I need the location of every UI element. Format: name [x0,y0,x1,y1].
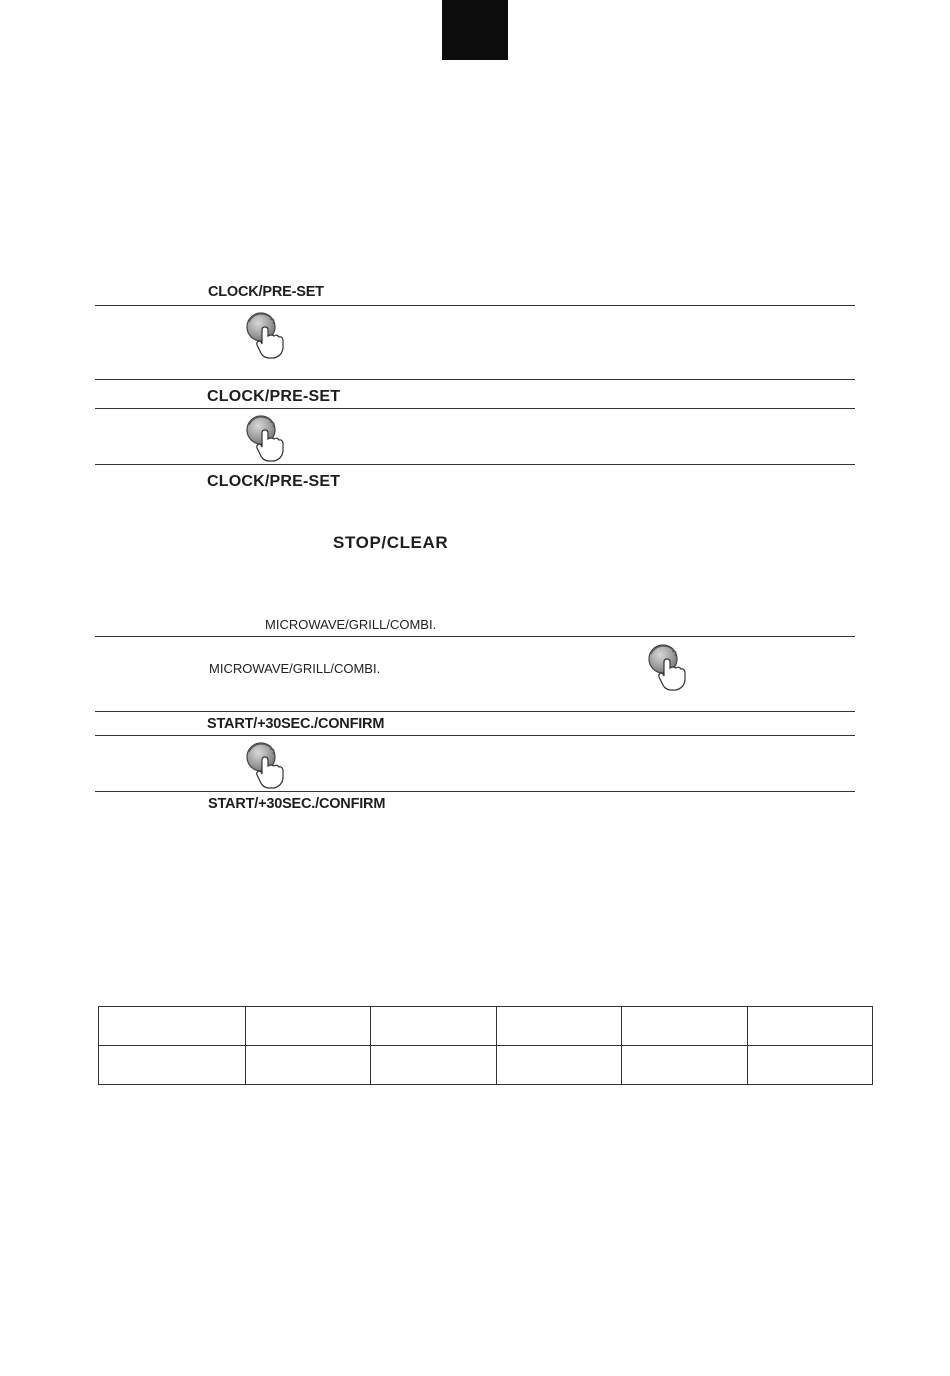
table-cell [622,1007,747,1046]
cooking-table [98,1006,873,1085]
clock-preset-label-1: CLOCK/PRE-SET [208,284,324,300]
clock-preset-label-3: CLOCK/PRE-SET [207,473,341,490]
table-cell [496,1046,621,1085]
table-row [99,1007,873,1046]
divider-7 [95,735,855,736]
knob-icon [244,413,286,463]
table-cell [371,1046,496,1085]
stop-clear-label: STOP/CLEAR [333,533,449,552]
divider-3 [95,408,855,409]
clock-preset-label-2: CLOCK/PRE-SET [207,388,341,405]
knob-icon [244,740,286,790]
table-cell [99,1007,246,1046]
start-confirm-label-1: START/+30SEC./CONFIRM [207,716,385,732]
mode-label-2: MICROWAVE/GRILL/COMBI. [209,661,381,676]
table-cell [99,1046,246,1085]
divider-5 [95,636,855,637]
start-confirm-label-2: START/+30SEC./CONFIRM [208,796,386,812]
knob-icon [244,310,286,360]
table-cell [747,1046,872,1085]
table-cell [371,1007,496,1046]
divider-6 [95,711,855,712]
divider-4 [95,464,855,465]
divider-8 [95,791,855,792]
mode-label-1: MICROWAVE/GRILL/COMBI. [265,617,437,632]
table-cell [246,1046,371,1085]
table-cell [246,1007,371,1046]
table-row [99,1046,873,1085]
page-tab-marker [442,0,508,60]
table-cell [747,1007,872,1046]
divider-1 [95,305,855,306]
divider-2 [95,379,855,380]
knob-icon [646,642,688,692]
table-cell [496,1007,621,1046]
table-cell [622,1046,747,1085]
